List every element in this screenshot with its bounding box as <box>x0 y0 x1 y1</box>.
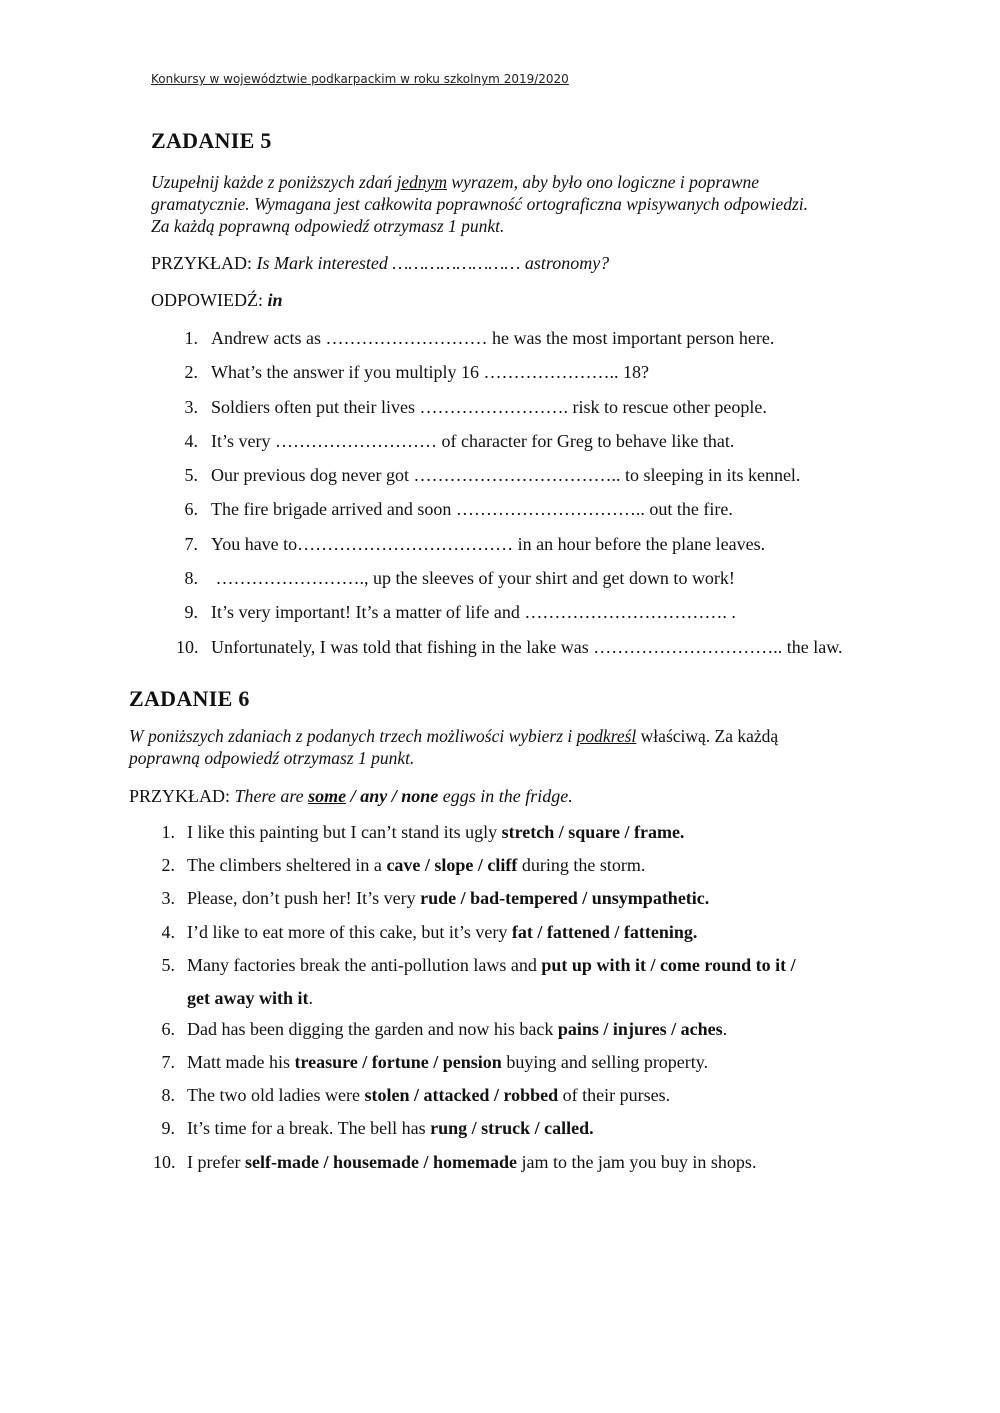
item-number: 2. <box>184 362 198 383</box>
answer-label: ODPOWIEDŹ: <box>151 290 268 310</box>
zadanie5-title: ZADANIE 5 <box>151 128 272 153</box>
item-text: during the storm. <box>517 855 646 876</box>
list-item <box>184 328 843 362</box>
zadanie6-title: ZADANIE 6 <box>129 686 250 711</box>
instruction-text: wyrazem, aby było ono logiczne i poprawne <box>447 172 760 192</box>
item-options: put up with it / come round to it / <box>541 954 796 975</box>
list-item <box>161 954 796 1019</box>
item-text: Our previous dog never got …………………………….. to sleeping in its kennel. <box>211 465 801 486</box>
list-item <box>184 533 843 568</box>
item-number: 1. <box>161 822 175 842</box>
item-number: 1. <box>184 328 198 348</box>
item-number: 7. <box>161 1051 175 1072</box>
item-number: 9. <box>184 602 198 623</box>
instruction-line-2: gramatycznie. Wymagana jest całkowita poprawność ortograficzna wpisywanych odpowiedzi. <box>151 194 809 214</box>
item-text: I prefer <box>187 1151 245 1172</box>
instruction-text: Uzupełnij każde z poniższych zdań <box>151 172 397 192</box>
instruction-line-3: Za każdą poprawną odpowiedź otrzymasz 1 punkt. <box>151 216 505 236</box>
zadanie5-list <box>176 328 843 671</box>
list-item <box>184 396 843 431</box>
item-text: You have to……………………………… in an hour before the plane leaves. <box>211 533 766 554</box>
item-number: 8. <box>161 1085 175 1106</box>
example-separator: / <box>346 786 361 806</box>
item-text: jam to the jam you buy in shops. <box>516 1151 757 1172</box>
item-options: stretch / square / frame. <box>501 822 685 842</box>
item-text: . <box>308 987 313 1008</box>
item-text: I’d like to eat more of this cake, but it’s very <box>187 921 512 942</box>
item-text: It’s time for a break. The bell has <box>187 1118 431 1139</box>
item-number: 5. <box>184 465 198 486</box>
instruction-line-2: poprawną odpowiedź otrzymasz 1 punkt. <box>129 748 415 768</box>
list-item <box>153 1151 796 1185</box>
item-options: self-made / housemade / homemade <box>244 1151 517 1172</box>
item-options: treasure / fortune / pension <box>294 1051 502 1072</box>
item-options: rude / bad-tempered / unsympathetic. <box>420 888 710 909</box>
item-text: Many factories break the anti-pollution laws and <box>187 954 542 975</box>
item-number: 10. <box>153 1151 176 1172</box>
instruction-text: W poniższych zdaniach z podanych trzech możliwości wybierz i <box>129 726 577 746</box>
item-number: 7. <box>184 533 198 554</box>
list-item <box>184 362 843 396</box>
item-text: It’s very ……………………… of character for Greg to behave like that. <box>211 430 735 451</box>
list-item <box>184 430 843 465</box>
example-text: eggs in the fridge. <box>438 786 573 806</box>
item-text: Andrew acts as ……………………… he was the most important person here. <box>211 328 775 348</box>
item-text: buying and selling property. <box>501 1051 709 1072</box>
example-option: none <box>401 786 439 806</box>
item-options-continued: get away with it <box>187 987 309 1008</box>
item-text: The two old ladies were <box>187 1085 365 1106</box>
zadanie6-instruction <box>129 725 859 769</box>
item-text: . <box>722 1018 728 1039</box>
list-item <box>161 1085 796 1118</box>
zadanie6-list <box>153 822 796 1185</box>
list-item <box>161 1118 796 1151</box>
item-number: 4. <box>184 430 198 451</box>
list-item <box>161 1018 796 1052</box>
item-text: ……………………., up the sleeves of your shirt and get down to work! <box>211 568 735 589</box>
zadanie5-example <box>151 253 609 274</box>
item-number: 2. <box>161 855 175 876</box>
item-text: What’s the answer if you multiply 16 ………………….. 18? <box>211 362 649 383</box>
item-number: 10. <box>176 636 199 657</box>
item-number: 6. <box>161 1018 175 1039</box>
example-separator: / <box>387 786 402 806</box>
item-number: 3. <box>184 396 198 417</box>
list-item <box>184 499 843 533</box>
example-text: There are <box>234 786 309 806</box>
list-item <box>184 465 843 499</box>
example-option-correct: some <box>308 786 347 806</box>
item-text: The climbers sheltered in a <box>187 855 387 876</box>
item-number: 5. <box>161 954 175 975</box>
example-text: Is Mark interested …………………… astronomy? <box>256 253 610 273</box>
instruction-underlined: jednym <box>396 172 448 192</box>
zadanie6-example <box>129 786 573 807</box>
list-item <box>184 602 843 636</box>
list-item <box>161 855 796 888</box>
item-number: 9. <box>161 1118 175 1139</box>
item-number: 6. <box>184 499 198 520</box>
example-label: PRZYKŁAD: <box>129 786 235 806</box>
zadanie5-answer <box>151 290 283 311</box>
item-options: pains / injures / aches <box>557 1018 723 1039</box>
answer-text: in <box>267 290 283 310</box>
item-text: I like this painting but I can’t stand its ugly <box>187 822 502 842</box>
page-header: Konkursy w województwie podkarpackim w roku szkolnym 2019/2020 <box>151 72 569 86</box>
item-options: rung / struck / called. <box>430 1118 594 1139</box>
example-label: PRZYKŁAD: <box>151 253 257 273</box>
list-item <box>161 822 796 855</box>
example-option: any <box>360 786 388 806</box>
list-item <box>161 888 796 921</box>
item-text: Unfortunately, I was told that fishing in the lake was ………………………….. the law. <box>211 636 843 657</box>
item-text: of their purses. <box>558 1085 671 1106</box>
list-item <box>184 568 843 602</box>
list-item <box>161 1051 796 1085</box>
item-text: Soldiers often put their lives ……………………. risk to rescue other people. <box>211 396 767 417</box>
list-item <box>176 636 843 671</box>
zadanie5-instruction <box>151 171 903 237</box>
item-text: The fire brigade arrived and soon ………………………….. out the fire. <box>211 499 733 520</box>
item-options: cave / slope / cliff <box>386 855 518 876</box>
instruction-text: właściwą. Za każdą <box>636 726 779 746</box>
item-options: fat / fattened / fattening. <box>511 921 698 942</box>
item-number: 3. <box>161 888 175 909</box>
item-number: 4. <box>161 921 175 942</box>
item-number: 8. <box>184 568 198 589</box>
list-item <box>161 921 796 955</box>
item-text: Matt made his <box>187 1051 295 1072</box>
item-options: stolen / attacked / robbed <box>364 1085 559 1106</box>
item-text: Please, don’t push her! It’s very <box>187 888 421 909</box>
item-text: It’s very important! It’s a matter of life and ……………………………. . <box>211 602 736 623</box>
item-text: Dad has been digging the garden and now his back <box>187 1018 558 1039</box>
instruction-underlined: podkreśl <box>576 726 637 746</box>
